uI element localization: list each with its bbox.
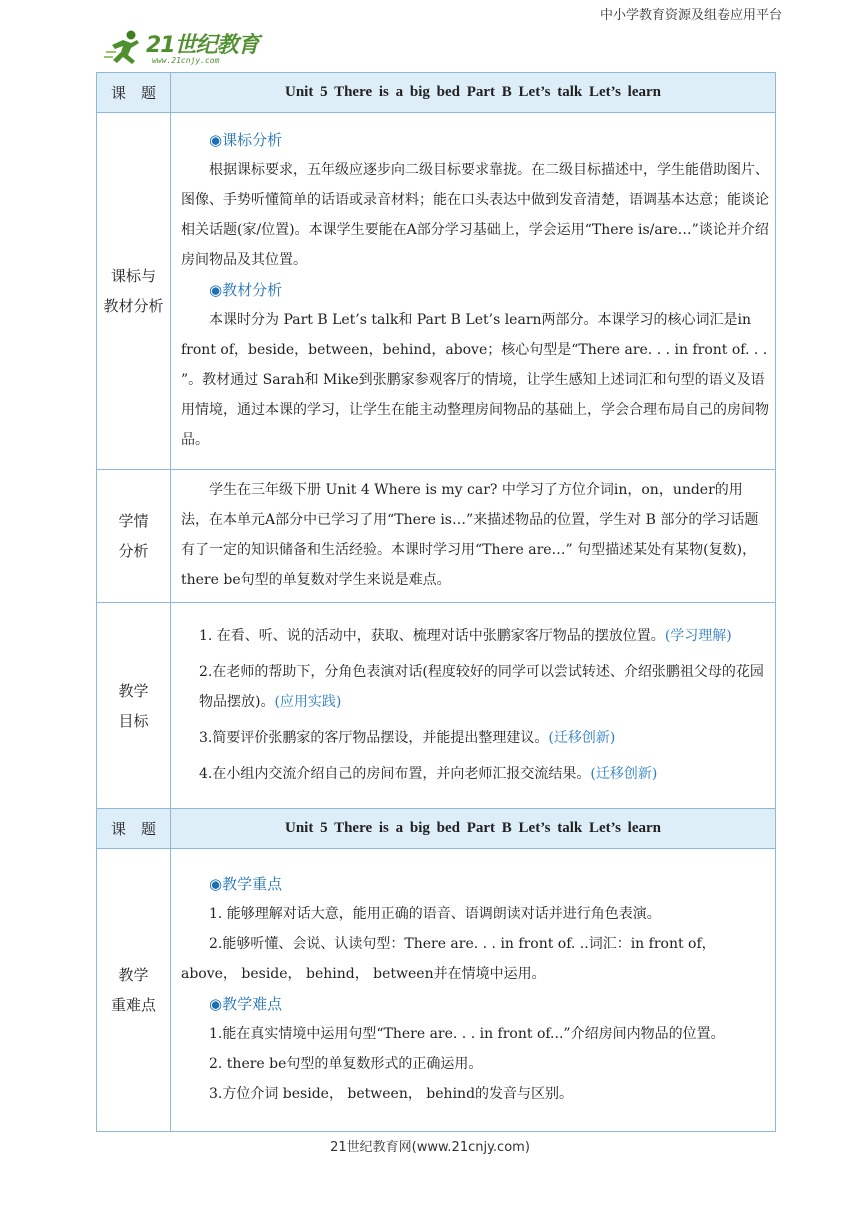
- curriculum-text: 根据课标要求，五年级应逐步向二级目标要求靠拢。在二级目标描述中，学生能借助图片、图像、手势听懂简单的话语或录音材料；能在口头表达中做到发音清楚，语调基本达意；能谈论相关话题(家/位置)。本课学生要能在A部分学习基础上，学会运用“There is/are…”谈论并介绍房间物品及其位置。: [181, 162, 769, 268]
- goal-item: 4.在小组内交流介绍自己的房间布置，并向老师汇报交流结果。(迁移创新): [199, 765, 658, 782]
- analysis-label-line2: 教材分析: [103, 297, 164, 315]
- goals-label-line2: 目标: [118, 711, 149, 730]
- title-row-2: [97, 809, 776, 849]
- logo: [104, 28, 294, 70]
- goal-item: 1. 在看、听、说的活动中，获取、梳理对话中张鹏家客厅物品的摆放位置。(学习理解): [199, 627, 732, 644]
- learner-text: 学生在三年级下册 Unit 4 Where is my car? 中学习了方位介词in，on，under的用法，在本单元A部分中已学习了用“There is…”来描述物品的位置，学生对 B 部分的学习话题有了一定的知识储备和生活经验。本课时学习用“There are…” 句型描述某处有某物(复数)，there be句型的单复数对学生来说是难点。: [181, 482, 759, 588]
- lesson-title: Unit 5 There is a big bed Part B Let’s talk Let’s learn: [171, 73, 776, 113]
- learner-content: [171, 470, 776, 603]
- runner-logo-icon: [104, 28, 146, 68]
- key-point-item: 1. 能够理解对话大意，能用正确的语音、语调朗读对话并进行角色表演。: [209, 906, 661, 922]
- curriculum-heading: ◉课标分析: [209, 131, 283, 149]
- goals-content: [171, 603, 776, 809]
- difficult-points-heading: ◉教学难点: [209, 995, 283, 1013]
- title-label: 课 题: [97, 73, 171, 113]
- goals-label-line1: 教学: [118, 681, 149, 700]
- lesson-title: Unit 5 There is a big bed Part B Let’s talk Let’s learn: [171, 809, 776, 849]
- logo-url: www.21cnjy.com: [152, 56, 220, 65]
- lesson-table: [96, 72, 776, 1132]
- goal-tag: (学习理解): [664, 627, 732, 644]
- footer-text: 21世纪教育网(www.21cnjy.com): [330, 1140, 530, 1155]
- key-point-item: 2.能够听懂、会说、认读句型：There are. . . in front of. ..词汇：in front of， above， beside， behind， between并在情境中运用。: [181, 936, 716, 982]
- analysis-content: [171, 113, 776, 470]
- goal-item: 3.简要评价张鹏家的客厅物品摆设，并能提出整理建议。(迁移创新): [199, 729, 616, 746]
- key-points-content: [171, 849, 776, 1132]
- learner-label: [97, 470, 171, 603]
- platform-name: 中小学教育资源及组卷应用平台: [599, 8, 782, 23]
- learner-row: [97, 470, 776, 603]
- learner-label-line1: 学情: [118, 512, 149, 530]
- difficult-point-item: 2. there be句型的单复数形式的正确运用。: [209, 1056, 483, 1072]
- analysis-label: [97, 113, 171, 470]
- difficult-point-item: 1.能在真实情境中运用句型“There are. . . in front of...”介绍房间内物品的位置。: [209, 1026, 725, 1042]
- textbook-text: 本课时分为 Part B Let’s talk和 Part B Let’s learn两部分。本课学习的核心词汇是in front of，beside，between，behind，above；核心句型是“There are. . . in front of. . . ”。教材通过 Sarah和 Mike到张鹏家参观客厅的情境，让学生感知上述词汇和句型的语义及语用情境，通过本课的学习，让学生在能主动整理房间物品的基础上，学会合理布局自己的房间物品。: [181, 312, 769, 448]
- key-points-label-line2: 重难点: [110, 996, 156, 1014]
- goals-row: [97, 603, 776, 809]
- key-points-row: [97, 849, 776, 1132]
- title-label: 课 题: [97, 809, 171, 849]
- key-points-label-line1: 教学: [118, 966, 149, 984]
- goal-item: 2.在老师的帮助下，分角色表演对话(程度较好的同学可以尝试转述、介绍张鹏祖父母的花园物品摆放)。(应用实践): [199, 663, 764, 710]
- goal-tag: (迁移创新): [590, 765, 658, 782]
- key-points-heading: ◉教学重点: [209, 875, 283, 893]
- learner-label-line2: 分析: [118, 542, 149, 560]
- title-row: [97, 73, 776, 113]
- textbook-heading: ◉教材分析: [209, 281, 283, 299]
- analysis-row: [97, 113, 776, 470]
- logo-brand: 21世纪教育: [146, 33, 259, 58]
- goal-tag: (应用实践): [274, 693, 342, 710]
- difficult-point-item: 3.方位介词 beside， between， behind的发音与区别。: [209, 1086, 574, 1102]
- analysis-label-line1: 课标与: [110, 267, 156, 285]
- goals-label: [97, 603, 171, 809]
- goal-tag: (迁移创新): [548, 729, 616, 746]
- key-points-label: [97, 849, 171, 1132]
